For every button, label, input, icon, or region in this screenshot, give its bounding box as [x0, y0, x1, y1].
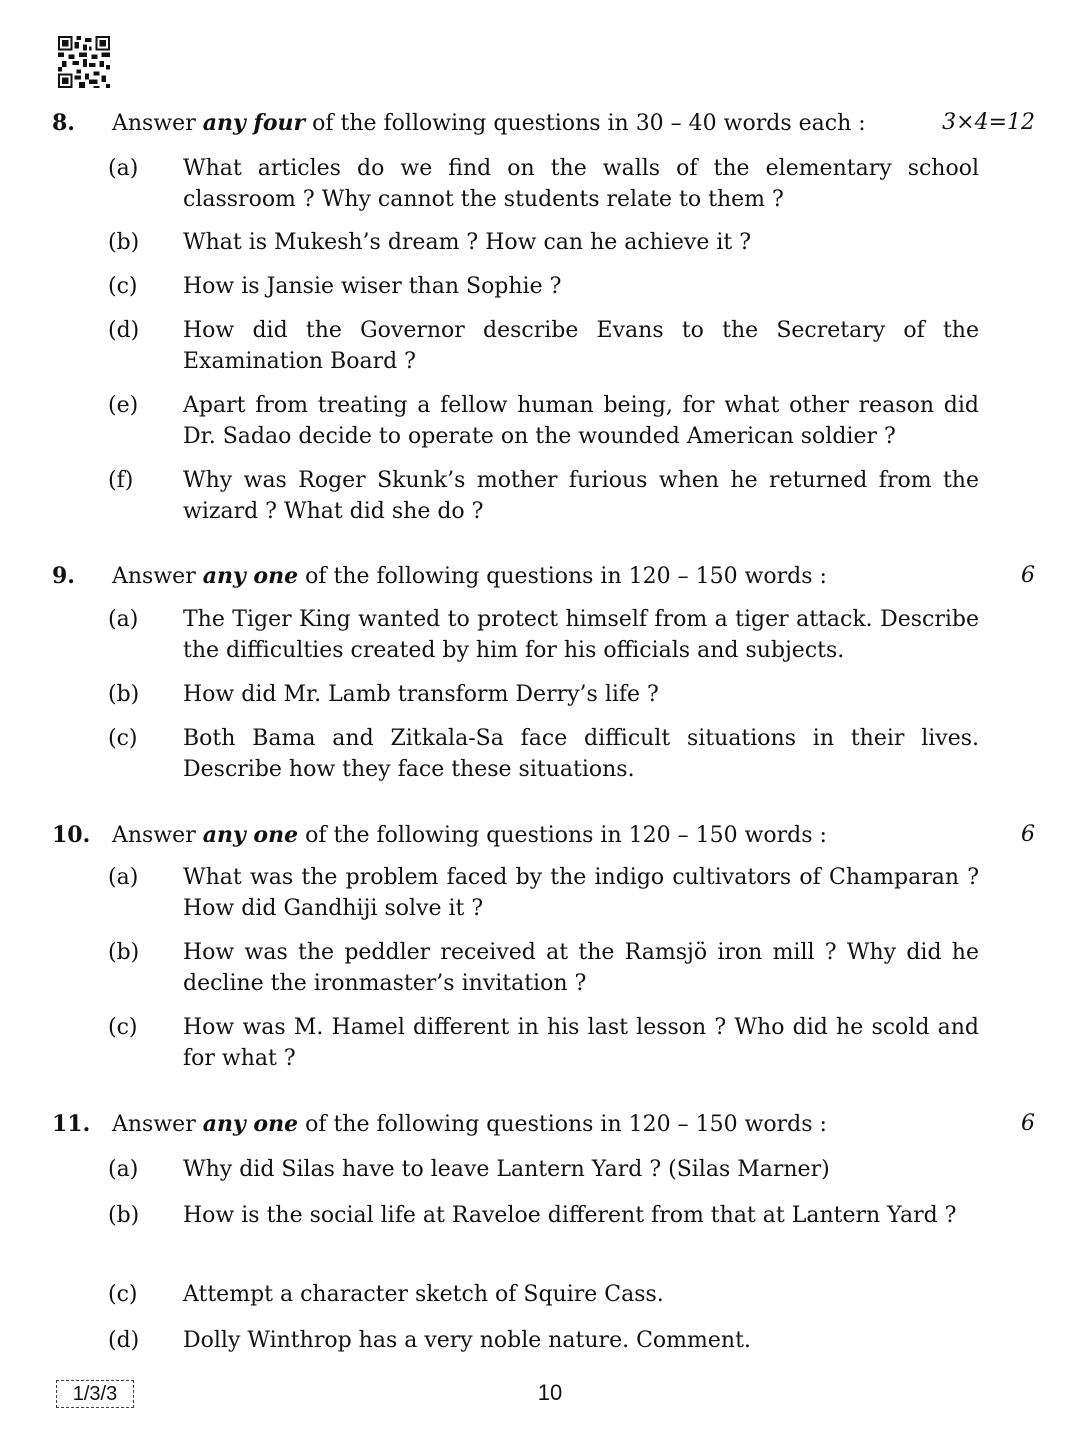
question-marks: 6 — [1021, 1111, 1035, 1136]
question-marks: 3×4=12 — [942, 110, 1035, 135]
question-marks: 6 — [1021, 822, 1035, 847]
paper-code: 1/3/3 — [56, 1380, 134, 1408]
question-11 — [0, 1109, 1091, 1139]
question-8 — [0, 108, 1091, 138]
question-10 — [0, 820, 1091, 850]
question-number: 10. — [52, 822, 91, 848]
question-instruction: Answer any one of the following questions in 120 – 150 words : — [112, 822, 827, 848]
question-marks: 6 — [1021, 563, 1035, 588]
question-9 — [0, 561, 1091, 591]
question-instruction: Answer any four of the following questions in 30 – 40 words each : — [112, 110, 866, 136]
question-number: 11. — [52, 1111, 91, 1137]
page-number: 10 — [537, 1380, 563, 1405]
qr-code-icon — [58, 36, 110, 88]
question-number: 8. — [52, 110, 75, 136]
question-instruction: Answer any one of the following questions in 120 – 150 words : — [112, 563, 827, 589]
question-instruction: Answer any one of the following questions in 120 – 150 words : — [112, 1111, 827, 1137]
question-number: 9. — [52, 563, 75, 589]
